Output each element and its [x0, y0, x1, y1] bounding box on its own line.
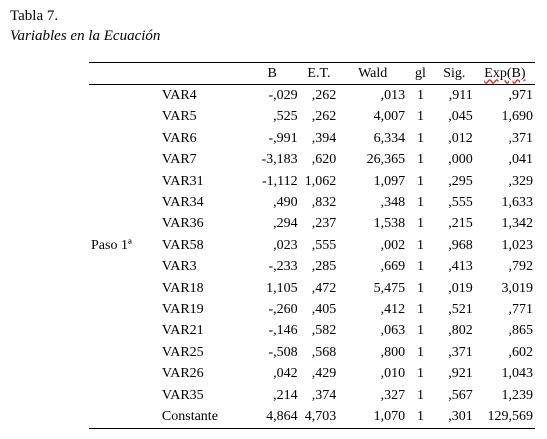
- cell-et: ,394: [311, 130, 337, 146]
- cell-gl: 1: [416, 280, 424, 296]
- cell-exp: ,602: [508, 344, 533, 360]
- cell-et: ,405: [311, 301, 337, 317]
- cell-exp: ,371: [508, 130, 533, 146]
- header-exp: [475, 63, 535, 85]
- cell-gl: 1: [416, 366, 424, 382]
- table-number: Tabla 7.: [10, 8, 59, 24]
- cell-wald: ,002: [380, 237, 406, 253]
- table-header-row: [89, 63, 535, 85]
- cell-et: ,429: [311, 366, 337, 382]
- cell-gl: 1: [416, 301, 424, 317]
- cell-exp: 3,019: [501, 280, 533, 296]
- cell-gl: 1: [416, 152, 424, 168]
- cell-sig: ,802: [448, 323, 473, 339]
- cell-sig: ,000: [448, 152, 473, 168]
- cell-et: ,832: [311, 195, 337, 211]
- header-exp-label: Exp(B): [484, 65, 526, 81]
- cell-et: ,568: [311, 344, 337, 360]
- header-b: B: [267, 65, 277, 81]
- cell-et: 4,703: [304, 408, 337, 424]
- cell-b: -3,183: [261, 152, 298, 168]
- cell-sig: ,567: [448, 387, 473, 403]
- cell-sig: ,012: [448, 130, 473, 146]
- table-caption: [10, 6, 160, 46]
- cell-exp: ,041: [508, 152, 533, 168]
- cell-variable: VAR26: [161, 366, 204, 382]
- cell-gl: 1: [416, 259, 424, 275]
- cell-wald: 5,475: [373, 280, 406, 296]
- cell-wald: ,348: [380, 195, 406, 211]
- cell-et: ,620: [311, 152, 337, 168]
- cell-b: ,042: [273, 366, 298, 382]
- cell-wald: ,063: [380, 323, 406, 339]
- table-title: Variables en la Ecuación: [10, 28, 161, 44]
- cell-et: 1,062: [304, 173, 337, 189]
- cell-b: 4,864: [266, 408, 298, 424]
- cell-wald: ,013: [380, 88, 406, 104]
- cell-wald: 26,365: [366, 152, 406, 168]
- cell-exp: 1,023: [501, 237, 533, 253]
- header-spacer: [89, 63, 160, 85]
- header-sig: Sig.: [443, 65, 466, 81]
- table-row: [89, 85, 535, 107]
- header-et: E.T.: [307, 65, 331, 81]
- cell-gl: 1: [416, 323, 424, 339]
- cell-et: ,472: [311, 280, 337, 296]
- cell-sig: ,413: [448, 259, 473, 275]
- variables-table: [89, 62, 535, 429]
- cell-et: ,285: [311, 259, 337, 275]
- cell-variable: VAR19: [161, 301, 204, 317]
- cell-variable: VAR4: [161, 88, 197, 104]
- cell-variable: VAR18: [161, 280, 204, 296]
- table-body: [89, 85, 535, 428]
- cell-wald: 1,070: [373, 408, 406, 424]
- cell-wald: 1,097: [373, 173, 406, 189]
- cell-b: -,260: [268, 301, 298, 317]
- cell-variable: VAR5: [161, 109, 197, 125]
- cell-sig: ,045: [448, 109, 473, 125]
- table-row: [89, 406, 535, 428]
- cell-exp: 1,043: [501, 366, 533, 382]
- header-gl: gl: [415, 65, 426, 81]
- cell-wald: ,327: [380, 387, 406, 403]
- cell-gl: 1: [416, 109, 424, 125]
- cell-sig: ,301: [448, 408, 473, 424]
- cell-sig: ,019: [448, 280, 473, 296]
- cell-et: ,374: [311, 387, 337, 403]
- cell-b: -,991: [268, 130, 298, 146]
- cell-wald: 4,007: [373, 109, 406, 125]
- cell-b: -,029: [268, 88, 298, 104]
- cell-wald: ,669: [380, 259, 406, 275]
- cell-sig: ,295: [448, 173, 473, 189]
- cell-et: ,262: [311, 109, 337, 125]
- cell-wald: ,010: [380, 366, 406, 382]
- cell-exp: 1,239: [501, 387, 533, 403]
- cell-variable: VAR25: [161, 344, 204, 360]
- cell-et: ,237: [311, 216, 337, 232]
- cell-b: -,146: [268, 323, 298, 339]
- cell-sig: ,921: [448, 366, 473, 382]
- header-wald: Wald: [358, 65, 388, 81]
- cell-exp: 1,633: [501, 195, 533, 211]
- cell-exp: ,771: [508, 301, 533, 317]
- cell-variable: Constante: [161, 408, 218, 424]
- cell-gl: 1: [416, 173, 424, 189]
- cell-b: 1,105: [266, 280, 298, 296]
- cell-variable: VAR6: [161, 130, 197, 146]
- cell-sig: ,371: [448, 344, 473, 360]
- cell-gl: 1: [416, 195, 424, 211]
- cell-b: -,508: [268, 344, 298, 360]
- cell-b: ,214: [273, 387, 298, 403]
- cell-wald: 6,334: [373, 130, 406, 146]
- cell-gl: 1: [416, 237, 424, 253]
- cell-variable: VAR21: [161, 323, 204, 339]
- cell-exp: ,329: [508, 173, 533, 189]
- cell-variable: VAR7: [161, 152, 197, 168]
- cell-sig: ,555: [448, 195, 473, 211]
- cell-sig: ,911: [448, 88, 473, 104]
- cell-b: ,023: [273, 237, 298, 253]
- cell-variable: VAR58: [161, 237, 204, 253]
- cell-et: ,582: [311, 323, 337, 339]
- cell-et: ,555: [311, 237, 337, 253]
- cell-gl: 1: [416, 408, 424, 424]
- step-spacer: [89, 406, 160, 428]
- cell-sig: ,215: [448, 216, 473, 232]
- cell-wald: ,412: [380, 301, 406, 317]
- cell-variable: VAR34: [161, 195, 204, 211]
- step-label: Paso 1ª: [91, 237, 132, 253]
- header-spacer: [160, 63, 245, 85]
- cell-gl: 1: [416, 130, 424, 146]
- cell-b: -1,112: [261, 173, 298, 189]
- cell-variable: VAR36: [161, 216, 204, 232]
- cell-b: ,294: [273, 216, 298, 232]
- cell-sig: ,968: [448, 237, 473, 253]
- cell-variable: VAR35: [161, 387, 204, 403]
- cell-gl: 1: [416, 387, 424, 403]
- cell-variable: VAR31: [161, 173, 204, 189]
- cell-exp: 1,342: [501, 216, 533, 232]
- cell-exp: ,865: [508, 323, 533, 339]
- cell-b: -,233: [268, 259, 298, 275]
- cell-sig: ,521: [448, 301, 473, 317]
- cell-gl: 1: [416, 216, 424, 232]
- cell-b: ,490: [273, 195, 298, 211]
- cell-et: ,262: [311, 88, 337, 104]
- cell-exp: 1,690: [501, 109, 533, 125]
- cell-variable: VAR3: [161, 259, 197, 275]
- cell-gl: 1: [416, 344, 424, 360]
- cell-wald: 1,538: [373, 216, 406, 232]
- cell-gl: 1: [416, 88, 424, 104]
- cell-exp: 129,569: [487, 408, 533, 424]
- cell-exp: ,971: [508, 88, 533, 104]
- cell-b: ,525: [273, 109, 298, 125]
- cell-exp: ,792: [508, 259, 533, 275]
- cell-wald: ,800: [380, 344, 406, 360]
